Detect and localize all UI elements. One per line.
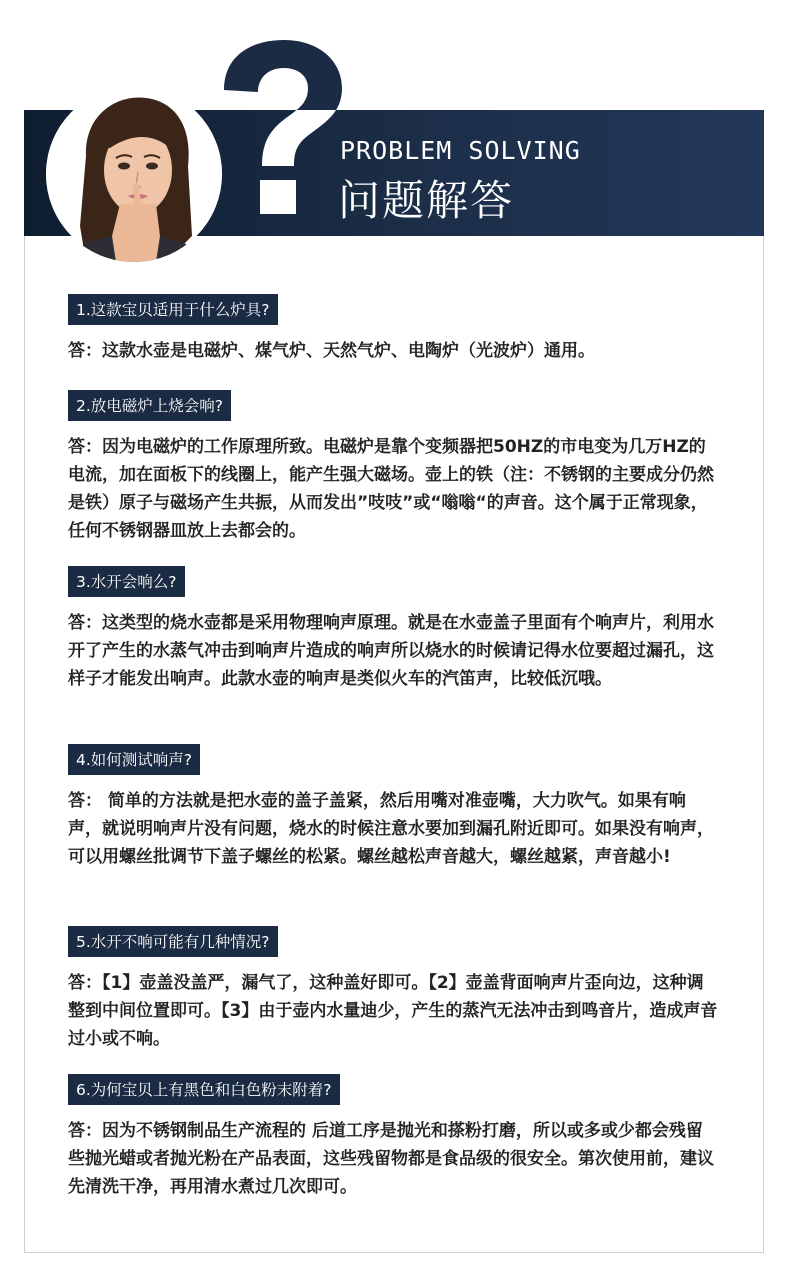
faq-question: 1.这款宝贝适用于什么炉具? xyxy=(68,294,278,325)
faq-answer: 答： 简单的方法就是把水壶的盖子盖紧，然后用嘴对准壶嘴，大力吹气。如果有响声，就说明响声片没有问题，烧水的时候注意水要加到漏孔附近即可。如果没有响声，可以用螺丝批调节下盖子螺丝的松紧。螺丝越松声音越大，螺丝越紧，声音越小! xyxy=(68,791,714,867)
faq-item xyxy=(68,1074,718,1201)
faq-item xyxy=(68,294,718,365)
header-title-en: PROBLEM SOLVING xyxy=(340,136,581,165)
faq-question: 2.放电磁炉上烧会响? xyxy=(68,390,231,421)
faq-answer: 答：这类型的烧水壶都是采用物理响声原理。就是在水壶盖子里面有个响声片，利用水开了产生的水蒸气冲击到响声片造成的响声所以烧水的时候请记得水位要超过漏孔，这样子才能发出响声。此款水壶的响声是类似火车的汽笛声，比较低沉哦。 xyxy=(68,613,714,689)
faq-answer: 答：因为电磁炉的工作原理所致。电磁炉是靠个变频器把50HZ的市电变为几万HZ的电流，加在面板下的线圈上，能产生强大磁场。壶上的铁（注：不锈钢的主要成分仍然是铁）原子与磁场产生共振，从而发出”吱吱”或“嗡嗡“的声音。这个属于正常现象，任何不锈钢器皿放上去都会的。 xyxy=(68,437,714,541)
faq-question: 5.水开不响可能有几种情况? xyxy=(68,926,278,957)
faq-item xyxy=(68,390,718,545)
faq-item xyxy=(68,566,718,693)
avatar xyxy=(46,86,222,262)
faq-question: 3.水开会响么? xyxy=(68,566,185,597)
faq-answer: 答：因为不锈钢制品生产流程的 后道工序是抛光和搽粉打磨，所以或多或少都会残留些抛光蜡或者抛光粉在产品表面，这些残留物都是食品级的很安全。第次使用前，建议先清洗干净，再用清水煮过几次即可。 xyxy=(68,1121,714,1197)
faq-item xyxy=(68,744,718,871)
faq-item xyxy=(68,926,718,1053)
faq-answer: 答：【1】壶盖没盖严，漏气了，这种盖好即可。【2】壶盖背面响声片歪向边，这种调整到中间位置即可。【3】由于壶内水量迪少，产生的蒸汽无法冲击到鸣音片，造成声音过小或不响。 xyxy=(68,973,718,1049)
faq-question: 6.为何宝贝上有黑色和白色粉末附着? xyxy=(68,1074,340,1105)
faq-answer: 答：这款水壶是电磁炉、煤气炉、天然气炉、电陶炉（光波炉）通用。 xyxy=(68,341,595,361)
header-title-cn: 问题解答 xyxy=(338,176,515,225)
faq-question: 4.如何测试响声? xyxy=(68,744,200,775)
